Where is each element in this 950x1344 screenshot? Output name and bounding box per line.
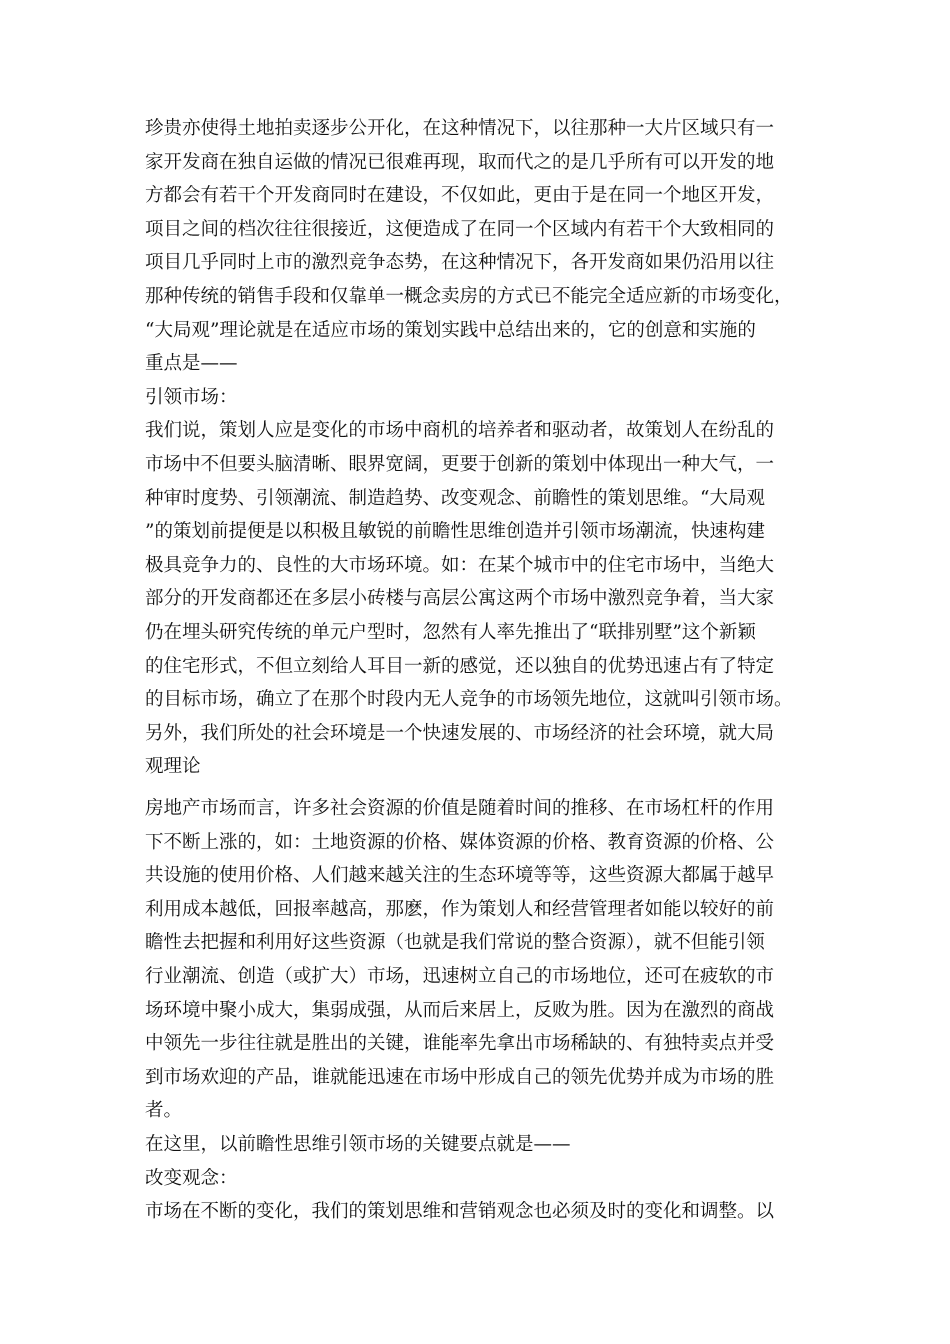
text-line: 市场中不但要头脑清晰、眼界宽阔，更要于创新的策划中体现出一种大气，一 [145,453,775,475]
text-line: 场环境中聚小成大，集弱成强，从而后来居上，反败为胜。因为在激烈的商战 [145,999,775,1021]
text-line: 房地产市场而言，许多社会资源的价值是随着时间的推移、在市场杠杆的作用 [145,798,775,819]
text-line: 重点是—— [145,353,238,375]
text-line: ”的策划前提便是以积极且敏锐的前瞻性思维创造并引领市场潮流，快速构建 [145,521,765,543]
text-line: 下不断上涨的，如：土地资源的价格、媒体资源的价格、教育资源的价格、公 [145,831,775,853]
text-line: “大局观”理论就是在适应市场的策划实践中总结出来的，它的创意和实施的 [145,319,756,341]
text-line: 珍贵亦使得土地拍卖逐步公开化，在这种情况下，以往那种一大片区域只有一 [145,118,775,139]
text-line: 项目几乎同时上市的激烈竞争态势，在这种情况下，各开发商如果仍沿用以往 [145,252,775,274]
text-line: 的住宅形式，不但立刻给人耳目一新的感觉，还以独自的优势迅速占有了特定 [145,655,775,677]
text-line: 的目标市场，确立了在那个时段内无人竞争的市场领先地位，这就叫引领市场。 [145,689,793,711]
text-line: 在这里，以前瞻性思维引领市场的关键要点就是—— [145,1133,571,1155]
text-line: 部分的开发商都还在多层小砖楼与高层公寓这两个市场中激烈竞争着，当大家 [145,588,775,610]
text-line: 另外，我们所处的社会环境是一个快速发展的、市场经济的社会环境，就大局 [145,722,775,744]
text-section-1 [145,112,815,784]
text-line: 行业潮流、创造（或扩大）市场，迅速树立自己的市场地位，还可在疲软的市 [145,965,775,987]
text-line: 中领先一步往往就是胜出的关键，谁能率先拿出市场稀缺的、有独特卖点并受 [145,1033,775,1055]
text-line: 观理论 [145,756,201,778]
text-line: 我们说，策划人应是变化的市场中商机的培养者和驱动者，故策划人在纷乱的 [145,420,775,442]
text-line: 方都会有若干个开发商同时在建设，不仅如此，更由于是在同一个地区开发， [145,185,775,207]
text-line: 那种传统的销售手段和仅靠单一概念卖房的方式已不能完全适应新的市场变化， [145,285,793,307]
text-line: 种审时度势、引领潮流、制造趋势、改变观念、前瞻性的策划思维。“大局观 [145,487,765,509]
text-line: 引领市场： [145,386,238,408]
text-line: 仍在埋头研究传统的单元户型时，忽然有人率先推出了“联排别墅”这个新颖 [145,621,756,643]
text-line: 极具竞争力的、良性的大市场环境。如：在某个城市中的住宅市场中，当绝大 [145,554,775,576]
text-section-2 [145,792,815,1229]
text-line: 瞻性去把握和利用好这些资源（也就是我们常说的整合资源），就不但能引领 [145,932,765,954]
text-line: 利用成本越低，回报率越高，那麽，作为策划人和经营管理者如能以较好的前 [145,898,775,920]
text-line: 到市场欢迎的产品，谁就能迅速在市场中形成自己的领先优势并成为市场的胜 [145,1066,775,1088]
text-line: 市场在不断的变化，我们的策划思维和营销观念也必须及时的变化和调整。以 [145,1201,775,1223]
text-line: 改变观念： [145,1167,238,1189]
text-line: 项目之间的档次往往很接近，这便造成了在同一个区域内有若干个大致相同的 [145,218,775,240]
text-line: 者。 [145,1100,183,1122]
text-line: 共设施的使用价格、人们越来越关注的生态环境等等，这些资源大都属于越早 [145,865,775,887]
text-line: 家开发商在独自运做的情况已很难再现，取而代之的是几乎所有可以开发的地 [145,151,775,173]
